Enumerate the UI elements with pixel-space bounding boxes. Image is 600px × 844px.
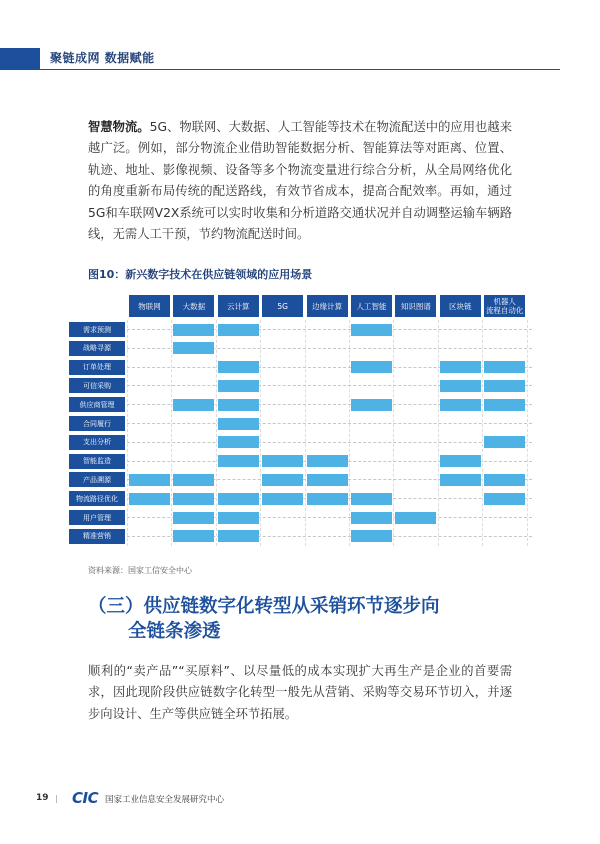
matrix-cell xyxy=(440,474,481,486)
matrix-cell xyxy=(440,361,481,373)
grid-vline xyxy=(216,320,217,546)
matrix-cell xyxy=(351,530,392,542)
matrix-cell xyxy=(440,399,481,411)
matrix-cell xyxy=(173,399,214,411)
page-number: 19 xyxy=(36,793,49,803)
row-label: 需求预测 xyxy=(69,322,125,337)
matrix-cell xyxy=(173,493,214,505)
column-header: 区块链 xyxy=(440,295,481,317)
column-header: 边缘计算 xyxy=(307,295,348,317)
grid-vline xyxy=(260,320,261,546)
matrix-cell xyxy=(395,512,436,524)
column-header: 5G xyxy=(262,295,303,317)
row-label: 可信采购 xyxy=(69,378,125,393)
matrix-cell xyxy=(218,436,259,448)
matrix-cell xyxy=(484,399,525,411)
matrix-cell xyxy=(484,380,525,392)
row-label: 用户管理 xyxy=(69,510,125,525)
paragraph-body: 5G、物联网、大数据、人工智能等技术在物流配送中的应用也越来越广泛。例如，部分物流企业借助智能数据分析、智能算法等对距离、位置、轨迹、地址、影像视频、设备等多个物流变量进行综合分析，从全局网络优化的角度重新布局传统的配送路线，有效节省成本，提高合配效率。再如，通过5G和车联网V2X系统可以实时收集和分析道路交通状况并自动调整运输车辆路线，无需人工干预，节约物流配送时间。 xyxy=(88,120,512,242)
grid-vline xyxy=(349,320,350,546)
header-divider xyxy=(40,69,560,70)
row-label: 合同履行 xyxy=(69,416,125,431)
paragraph-section-body: 顺利的“卖产品”“买原料”、以尽量低的成本实现扩大再生产是企业的首要需求，因此现阶段供应链数字化转型一般先从营销、采购等交易环节切入，并逐步向设计、生产等供应链全环节拓展。 xyxy=(88,664,512,721)
row-label: 产品溯源 xyxy=(69,472,125,487)
row-label: 订单处理 xyxy=(69,360,125,375)
grid-vline xyxy=(438,320,439,546)
matrix-cell xyxy=(262,474,303,486)
matrix-cell xyxy=(129,493,170,505)
paragraph-smart-logistics xyxy=(88,117,512,245)
matrix-cell xyxy=(351,361,392,373)
row-label: 供应商管理 xyxy=(69,397,125,412)
paragraph-lead: 智慧物流。 xyxy=(88,120,150,134)
cic-logo: CIC xyxy=(72,789,99,807)
footer-separator: | xyxy=(55,794,58,803)
matrix-cell xyxy=(218,361,259,373)
row-label: 战略寻源 xyxy=(69,341,125,356)
row-label: 支出分析 xyxy=(69,435,125,450)
matrix-cell xyxy=(218,418,259,430)
grid-row-line xyxy=(127,442,532,443)
matrix-cell xyxy=(351,399,392,411)
column-header: 知识图谱 xyxy=(395,295,436,317)
footer-org-name: 国家工业信息安全发展研究中心 xyxy=(105,795,225,805)
matrix-cell xyxy=(307,493,348,505)
grid-vline xyxy=(127,320,128,546)
matrix-cell xyxy=(440,455,481,467)
matrix-cell xyxy=(173,512,214,524)
matrix-cell xyxy=(173,530,214,542)
header-accent-bar xyxy=(0,48,40,70)
matrix-cell xyxy=(307,455,348,467)
matrix-cell xyxy=(440,380,481,392)
column-header: 大数据 xyxy=(173,295,214,317)
matrix-cell xyxy=(484,361,525,373)
matrix-cell xyxy=(218,512,259,524)
row-label: 智能监造 xyxy=(69,454,125,469)
matrix-cell xyxy=(484,493,525,505)
page-footer xyxy=(0,790,600,810)
grid-vline xyxy=(527,320,528,546)
matrix-cell xyxy=(218,399,259,411)
grid-row-line xyxy=(127,423,532,424)
matrix-cell xyxy=(262,493,303,505)
grid-vline xyxy=(171,320,172,546)
matrix-cell xyxy=(351,324,392,336)
column-header: 云计算 xyxy=(218,295,259,317)
grid-vline xyxy=(482,320,483,546)
matrix-cell xyxy=(218,380,259,392)
grid-vline xyxy=(393,320,394,546)
section-title xyxy=(88,594,440,644)
matrix-cell xyxy=(173,342,214,354)
matrix-cell xyxy=(218,493,259,505)
figure-source: 资料来源：国家工信安全中心 xyxy=(88,566,192,575)
column-header: 人工智能 xyxy=(351,295,392,317)
matrix-cell xyxy=(218,324,259,336)
matrix-cell xyxy=(173,324,214,336)
matrix-cell xyxy=(218,455,259,467)
grid-vline xyxy=(305,320,306,546)
figure-title: 图10：新兴数字技术在供应链领域的应用场景 xyxy=(88,268,313,281)
header-title: 聚链成网 数据赋能 xyxy=(50,51,155,65)
matrix-cell xyxy=(351,493,392,505)
matrix-cell xyxy=(262,455,303,467)
matrix-cell xyxy=(307,474,348,486)
matrix-cell xyxy=(351,512,392,524)
matrix-cell xyxy=(484,474,525,486)
section-title-line2: 全链条渗透 xyxy=(128,621,221,642)
matrix-cell xyxy=(173,474,214,486)
column-header: 物联网 xyxy=(129,295,170,317)
matrix-cell xyxy=(218,530,259,542)
section-title-line1: （三）供应链数字化转型从采销环节逐步向 xyxy=(88,596,440,617)
row-label: 物流路径优化 xyxy=(69,491,125,506)
matrix-cell xyxy=(129,474,170,486)
application-matrix-chart xyxy=(69,292,532,548)
row-label: 精准营销 xyxy=(69,529,125,544)
matrix-cell xyxy=(484,436,525,448)
column-header: 机器人 流程自动化 xyxy=(485,297,524,315)
